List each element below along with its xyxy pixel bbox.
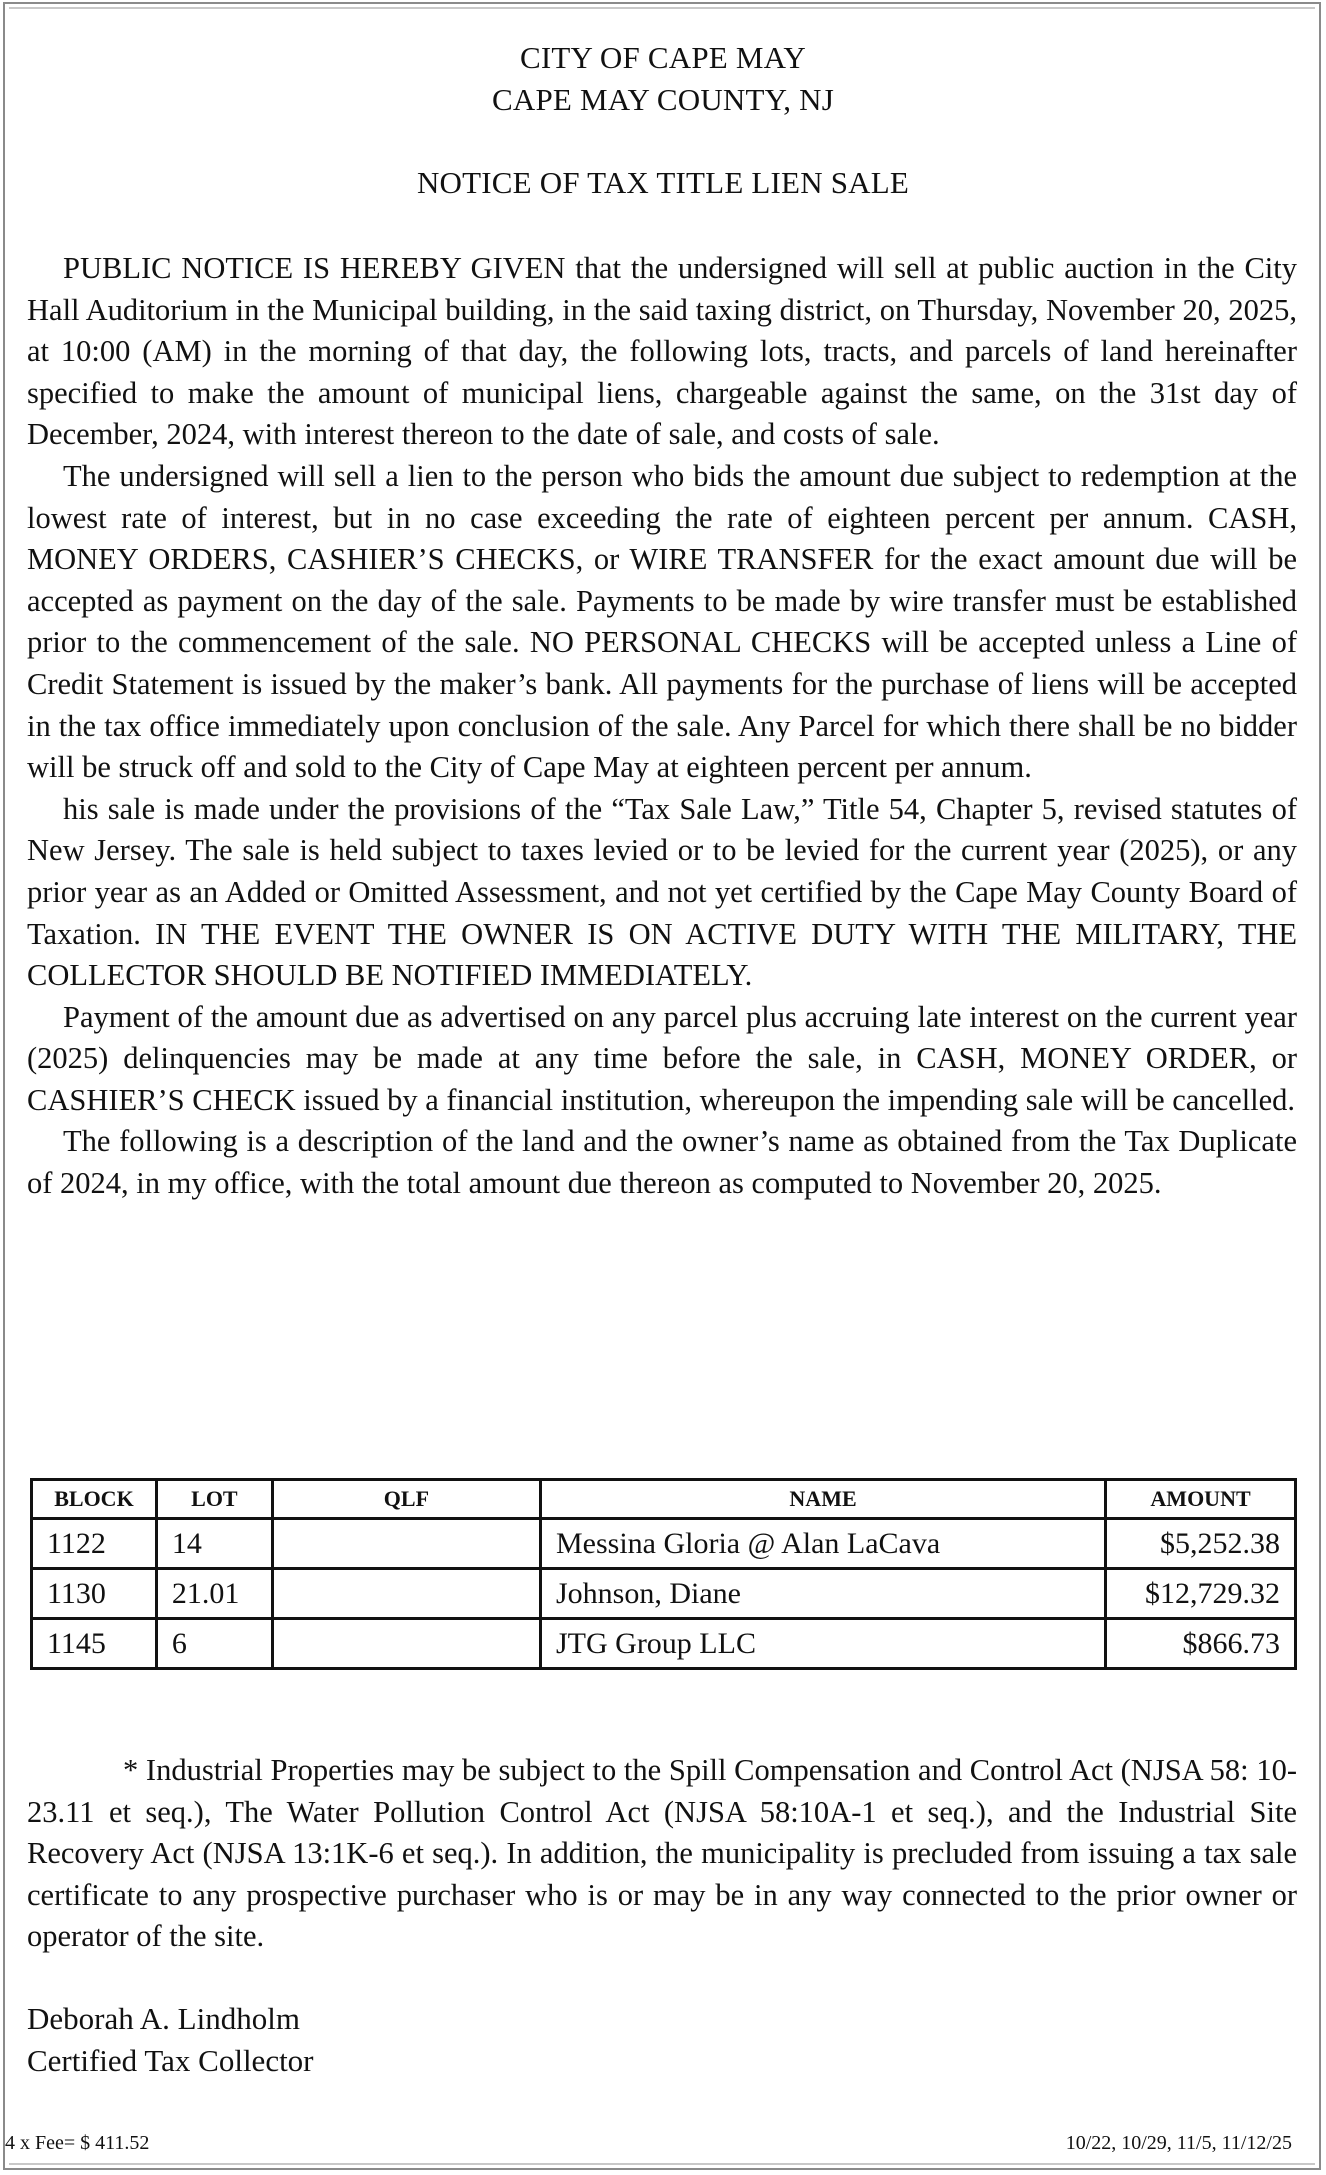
cell-name: Messina Gloria @ Alan LaCava [540,1519,1105,1569]
cell-qlf [272,1619,540,1669]
header-qlf: QLF [272,1480,540,1519]
signature-name: Deborah A. Lindholm [27,2001,300,2036]
footnote-text: * Industrial Properties may be subject to the Spill Compensation and Control Act (NJSA 58: 10-23.11 et seq.), The Water Pollution Control Act (NJSA 58:10A-1 et seq.), and the Industrial Site Recovery Act (NJSA 13:1K-6 et seq.). In addition, the municipality is precluded from issuing a tax sale certificate to any prospective purchaser who is or may be in any way connected to the prior owner or operator of the site. [27,1753,1297,1954]
header-name: NAME [540,1480,1105,1519]
cell-lot: 14 [156,1519,272,1569]
cell-block: 1145 [32,1619,157,1669]
paragraph-description-intro: The following is a description of the land and the owner’s name as obtained from the Tax Duplicate of 2024, in my office, with the total amount due thereon as computed to November 20, 2025. [27,1124,1297,1201]
footnote [27,1750,1297,1958]
county-name: CAPE MAY COUNTY, NJ [492,82,834,117]
cell-lot: 6 [156,1619,272,1669]
table-row [32,1569,1296,1619]
cell-block: 1122 [32,1519,157,1569]
cell-qlf [272,1569,540,1619]
lien-table [30,1478,1297,1670]
municipality-name: CITY OF CAPE MAY [520,40,806,75]
table-header-row [32,1480,1296,1519]
cell-amount: $12,729.32 [1106,1569,1296,1619]
paragraph-tax-sale-law: his sale is made under the provisions of the “Tax Sale Law,” Title 54, Chapter 5, revised statutes of New Jersey. The sale is held subject to taxes levied or to be levied for the current year (2025), or any prior year as an Added or Omitted Assessment, and not yet certified by the Cape May County Board of Taxation. IN THE EVENT THE OWNER IS ON ACTIVE DUTY WITH THE MILITARY, THE COLLECTOR SHOULD BE NOTIFIED IMMEDIATELY. [27,791,1297,993]
publication-fee: 4 x Fee= $ 411.52 [5,2132,150,2154]
notice-title: NOTICE OF TAX TITLE LIEN SALE [416,165,910,200]
cell-qlf [272,1519,540,1569]
cell-name: Johnson, Diane [540,1569,1105,1619]
paragraph-payment: Payment of the amount due as advertised on any parcel plus accruing late interest on the current year (2025) delinquencies may be made at any time before the sale, in CASH, MONEY ORDER, or CASHIER’S CHECK issued by a financial institution, whereupon the impending sale will be cancelled. [27,999,1297,1117]
paragraph-bidding-terms: The undersigned will sell a lien to the person who bids the amount due subject to redemption at the lowest rate of interest, but in no case exceeding the rate of eighteen percent per annum. CASH, MONEY ORDERS, CASHIER’S CHECKS, or WIRE TRANSFER for the exact amount due will be accepted as payment on the day of the sale. Payments to be made by wire transfer must be established prior to the commencement of the sale. NO PERSONAL CHECKS will be accepted unless a Line of Credit Statement is issued by the maker’s bank. All payments for the purchase of liens will be accepted in the tax office immediately upon conclusion of the sale. Any Parcel for which there shall be no bidder will be struck off and sold to the City of Cape May at eighteen percent per annum. [27,458,1297,785]
publication-dates: 10/22, 10/29, 11/5, 11/12/25 [1065,2132,1292,2154]
header-amount: AMOUNT [1106,1480,1296,1519]
cell-name: JTG Group LLC [540,1619,1105,1669]
cell-amount: $866.73 [1106,1619,1296,1669]
header-lot: LOT [156,1480,272,1519]
header-block: BLOCK [32,1480,157,1519]
signature-title: Certified Tax Collector [27,2043,314,2078]
table-row [32,1519,1296,1569]
table-row [32,1619,1296,1669]
cell-block: 1130 [32,1569,157,1619]
notice-body [27,248,1297,1205]
paragraph-public-notice: PUBLIC NOTICE IS HEREBY GIVEN that the undersigned will sell at public auction in the City Hall Auditorium in the Municipal building, in the said taxing district, on Thursday, November 20, 2025, at 10:00 (AM) in the morning of that day, the following lots, tracts, and parcels of land hereinafter specified to make the amount of municipal liens, chargeable against the same, on the 31st day of December, 2024, with interest thereon to the date of sale, and costs of sale. [27,251,1297,452]
cell-amount: $5,252.38 [1106,1519,1296,1569]
cell-lot: 21.01 [156,1569,272,1619]
